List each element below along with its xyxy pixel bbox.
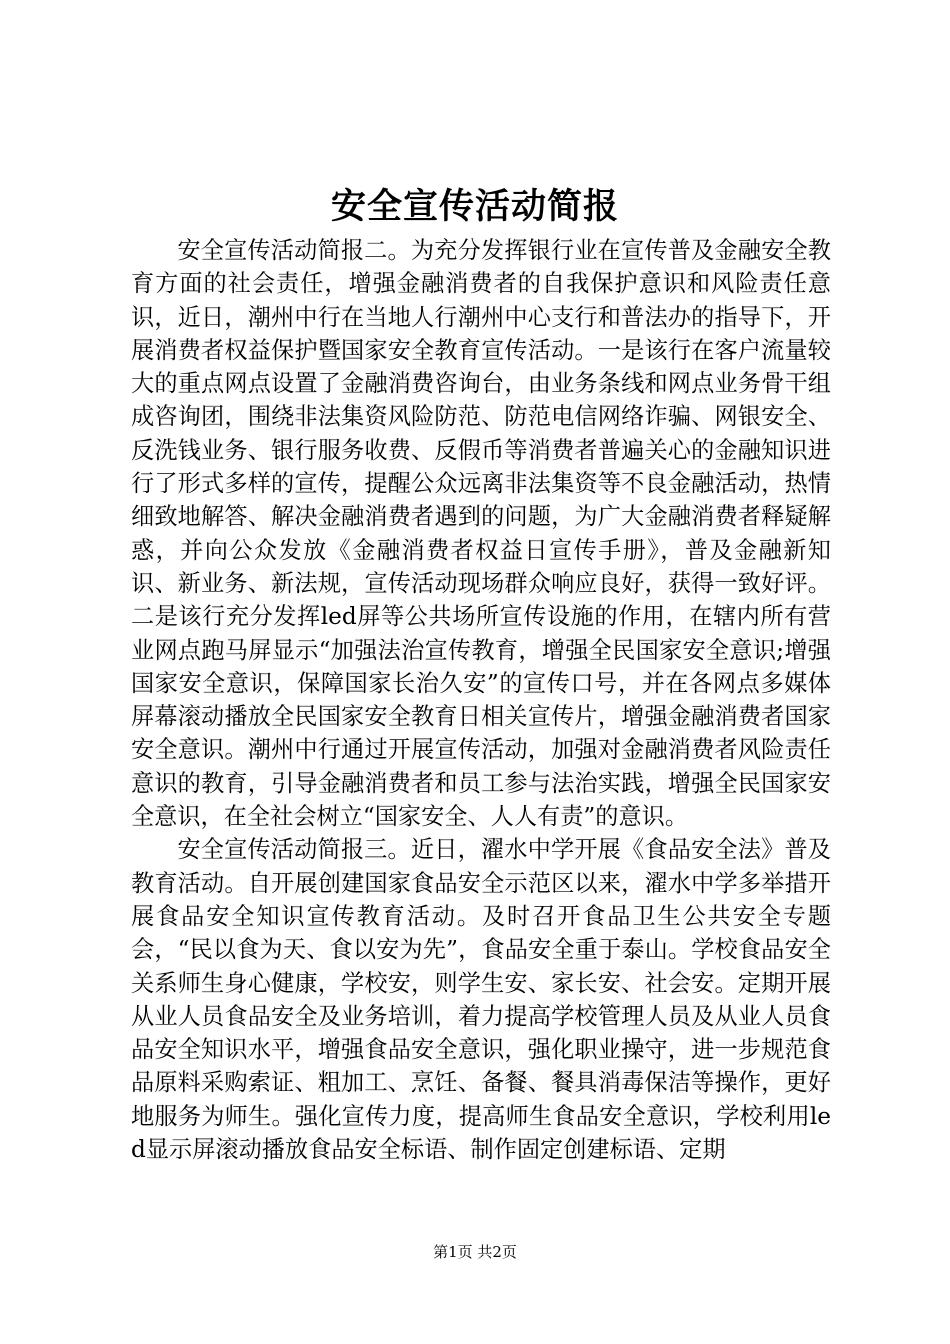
page-number-footer: 第1页 共2页 [433, 1243, 517, 1261]
document-body [131, 234, 831, 1166]
document-title: 安全宣传活动简报 [330, 186, 619, 227]
paragraph-1: 安全宣传活动简报二。为充分发挥银行业在宣传普及金融安全教育方面的社会责任，增强金融消费者的自我保护意识和风险责任意识，近日，潮州中行在当地人行潮州中心支行和普法办的指导下，开展消费者权益保护暨国家安全教育宣传活动。一是该行在客户流量较大的重点网点设置了金融消费咨询台，由业务条线和网点业务骨干组成咨询团，围绕非法集资风险防范、防范电信网络诈骗、网银安全、反洗钱业务、银行服务收费、反假币等消费者普遍关心的金融知识进行了形式多样的宣传，提醒公众远离非法集资等不良金融活动，热情细致地解答、解决金融消费者遇到的问题，为广大金融消费者释疑解惑，并向公众发放《金融消费者权益日宣传手册》，普及金融新知识、新业务、新法规，宣传活动现场群众响应良好，获得一致好评。二是该行充分发挥led屏等公共场所宣传设施的作用，在辖内所有营业网点跑马屏显示“加强法治宣传教育，增强全民国家安全意识;增强国家安全意识，保障国家长治久安”的宣传口号，并在各网点多媒体屏幕滚动播放全民国家安全教育日相关宣传片，增强金融消费者国家安全意识。潮州中行通过开展宣传活动，加强对金融消费者风险责任意识的教育，引导金融消费者和员工参与法治实践，增强全民国家安全意识，在全社会树立“国家安全、人人有责”的意识。 [131, 237, 831, 831]
paragraph-2: 安全宣传活动简报三。近日，濯水中学开展《食品安全法》普及教育活动。自开展创建国家食品安全示范区以来，濯水中学多举措开展食品安全知识宣传教育活动。及时召开食品卫生公共安全专题会，“民以食为天、食以安为先”，食品安全重于泰山。学校食品安全关系师生身心健康，学校安，则学生安、家长安、社会安。定期开展从业人员食品安全及业务培训，着力提高学校管理人员及从业人员食品安全知识水平，增强食品安全意识，强化职业操守，进一步规范食品原料采购索证、粗加工、烹饪、备餐、餐具消毒保洁等操作，更好地服务为师生。强化宣传力度，提高师生食品安全意识，学校利用led显示屏滚动播放食品安全标语、制作固定创建标语、定期 [131, 836, 831, 1164]
